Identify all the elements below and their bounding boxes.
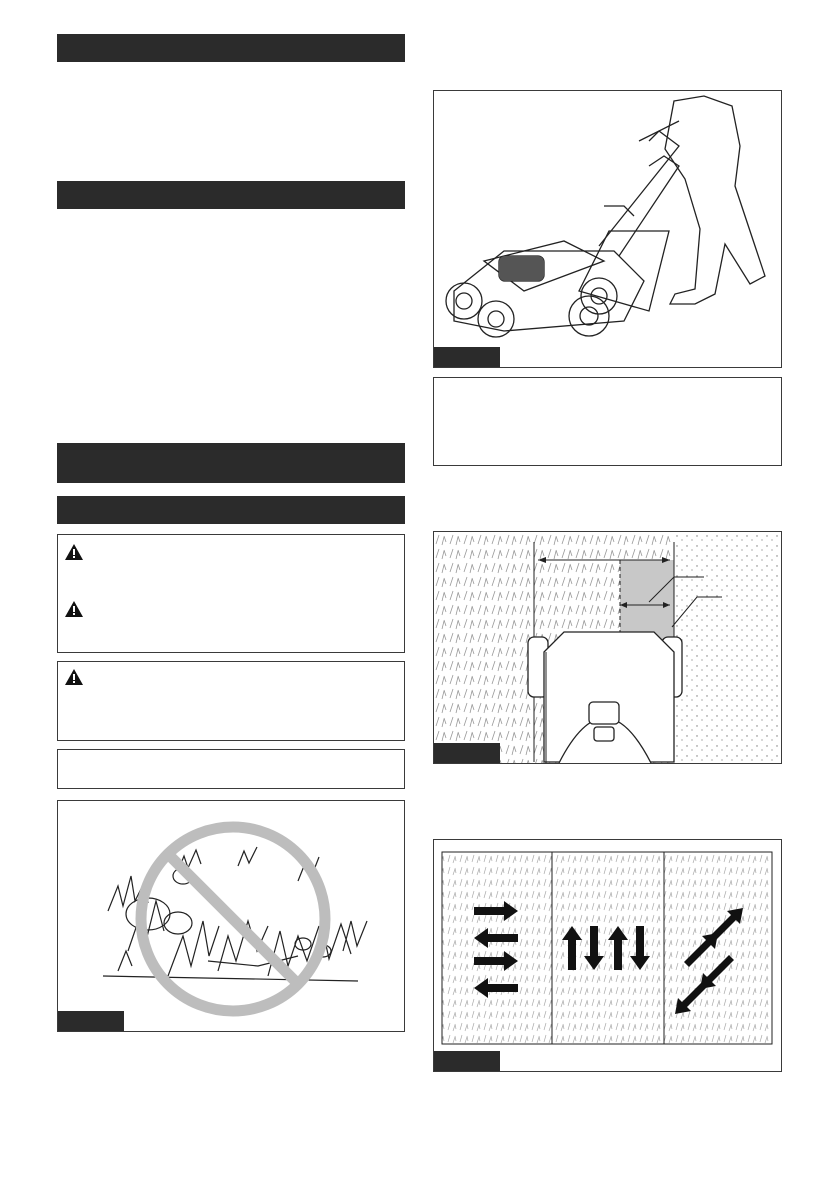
figure-tag — [434, 743, 500, 763]
section-bar-4 — [57, 496, 405, 524]
warning-box-2 — [57, 661, 405, 741]
cutting-width-figure — [433, 531, 782, 764]
warning-triangle-icon — [65, 601, 83, 617]
debris-figure — [57, 800, 405, 1032]
warning-box-1 — [57, 534, 405, 653]
mowing-direction-figure — [433, 839, 782, 1072]
figure-tag — [434, 1051, 500, 1071]
section-bar-1 — [57, 34, 405, 62]
lawn-mower-figure — [433, 90, 782, 368]
figure-tag — [434, 347, 500, 367]
warning-triangle-icon — [65, 544, 83, 560]
warning-triangle-icon — [65, 669, 83, 685]
section-bar-2 — [57, 181, 405, 209]
figure-tag — [58, 1011, 124, 1031]
note-box — [57, 749, 405, 789]
section-bar-3 — [57, 443, 405, 483]
note-box-right — [433, 377, 782, 466]
